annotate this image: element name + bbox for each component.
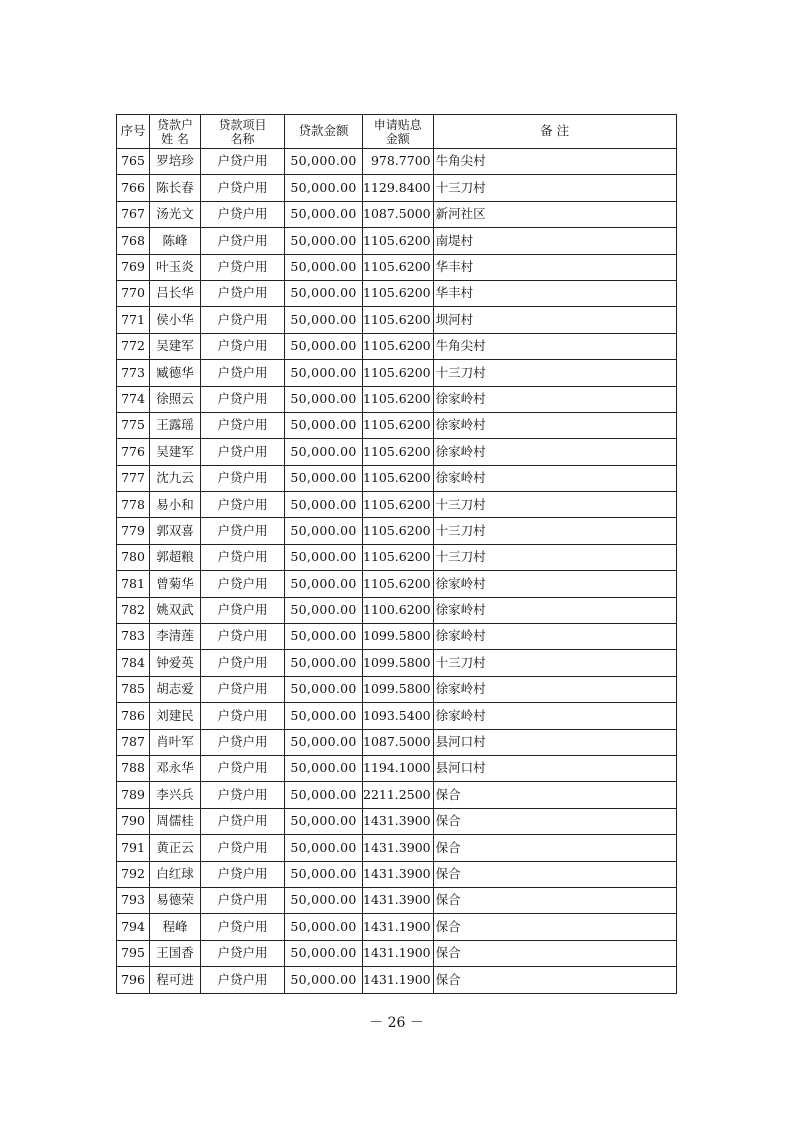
cell-name: 黄正云 bbox=[150, 835, 201, 861]
cell-subsidy: 1431.3900 bbox=[363, 808, 434, 834]
cell-name: 罗培珍 bbox=[150, 149, 201, 175]
cell-project: 户贷户用 bbox=[201, 386, 285, 412]
cell-name: 刘建民 bbox=[150, 703, 201, 729]
cell-note: 十三刀村 bbox=[433, 650, 676, 676]
header-borrower-line2: 姓 名 bbox=[161, 131, 189, 146]
cell-seq: 769 bbox=[117, 254, 150, 280]
cell-seq: 767 bbox=[117, 201, 150, 227]
cell-subsidy: 1105.6200 bbox=[363, 571, 434, 597]
cell-project: 户贷户用 bbox=[201, 228, 285, 254]
table-row bbox=[117, 492, 677, 518]
cell-amount: 50,000.00 bbox=[285, 228, 363, 254]
table-row bbox=[117, 307, 677, 333]
cell-seq: 772 bbox=[117, 333, 150, 359]
cell-project: 户贷户用 bbox=[201, 808, 285, 834]
cell-project: 户贷户用 bbox=[201, 624, 285, 650]
cell-project: 户贷户用 bbox=[201, 201, 285, 227]
cell-seq: 771 bbox=[117, 307, 150, 333]
table-row bbox=[117, 940, 677, 966]
cell-seq: 785 bbox=[117, 676, 150, 702]
cell-project: 户贷户用 bbox=[201, 940, 285, 966]
cell-seq: 782 bbox=[117, 597, 150, 623]
header-project-line1: 贷款项目 bbox=[218, 117, 267, 132]
table-row bbox=[117, 228, 677, 254]
cell-seq: 776 bbox=[117, 439, 150, 465]
cell-note: 十三刀村 bbox=[433, 360, 676, 386]
cell-seq: 779 bbox=[117, 518, 150, 544]
cell-seq: 786 bbox=[117, 703, 150, 729]
cell-amount: 50,000.00 bbox=[285, 624, 363, 650]
cell-amount: 50,000.00 bbox=[285, 492, 363, 518]
table-row bbox=[117, 386, 677, 412]
cell-project: 户贷户用 bbox=[201, 861, 285, 887]
cell-name: 邓永华 bbox=[150, 755, 201, 781]
header-subsidy bbox=[363, 115, 434, 149]
cell-name: 臧德华 bbox=[150, 360, 201, 386]
cell-name: 钟爱英 bbox=[150, 650, 201, 676]
cell-seq: 793 bbox=[117, 887, 150, 913]
cell-note: 保合 bbox=[433, 887, 676, 913]
cell-subsidy: 1093.5400 bbox=[363, 703, 434, 729]
cell-subsidy: 1105.6200 bbox=[363, 544, 434, 570]
cell-name: 李兴兵 bbox=[150, 782, 201, 808]
table-row bbox=[117, 571, 677, 597]
cell-amount: 50,000.00 bbox=[285, 280, 363, 306]
cell-project: 户贷户用 bbox=[201, 254, 285, 280]
cell-seq: 784 bbox=[117, 650, 150, 676]
cell-name: 肖叶军 bbox=[150, 729, 201, 755]
cell-name: 王国香 bbox=[150, 940, 201, 966]
cell-amount: 50,000.00 bbox=[285, 703, 363, 729]
cell-note: 保合 bbox=[433, 914, 676, 940]
cell-subsidy: 1105.6200 bbox=[363, 307, 434, 333]
loan-subsidy-table-container bbox=[116, 114, 677, 994]
cell-subsidy: 1100.6200 bbox=[363, 597, 434, 623]
cell-subsidy: 1099.5800 bbox=[363, 650, 434, 676]
cell-note: 保合 bbox=[433, 861, 676, 887]
cell-seq: 783 bbox=[117, 624, 150, 650]
cell-subsidy: 1099.5800 bbox=[363, 676, 434, 702]
page-number: － 26 － bbox=[369, 1015, 424, 1031]
cell-name: 白红球 bbox=[150, 861, 201, 887]
cell-seq: 791 bbox=[117, 835, 150, 861]
cell-amount: 50,000.00 bbox=[285, 967, 363, 993]
cell-note: 十三刀村 bbox=[433, 544, 676, 570]
cell-amount: 50,000.00 bbox=[285, 729, 363, 755]
cell-note: 徐家岭村 bbox=[433, 676, 676, 702]
cell-project: 户贷户用 bbox=[201, 782, 285, 808]
cell-subsidy: 1105.6200 bbox=[363, 280, 434, 306]
cell-note: 徐家岭村 bbox=[433, 597, 676, 623]
cell-amount: 50,000.00 bbox=[285, 914, 363, 940]
cell-seq: 792 bbox=[117, 861, 150, 887]
table-row bbox=[117, 439, 677, 465]
cell-amount: 50,000.00 bbox=[285, 412, 363, 438]
table-row bbox=[117, 544, 677, 570]
table-row bbox=[117, 624, 677, 650]
table-row bbox=[117, 914, 677, 940]
table-row bbox=[117, 280, 677, 306]
header-seq: 序号 bbox=[117, 115, 150, 149]
header-project bbox=[201, 115, 285, 149]
table-row bbox=[117, 755, 677, 781]
table-body bbox=[117, 149, 677, 994]
cell-note: 新河社区 bbox=[433, 201, 676, 227]
cell-amount: 50,000.00 bbox=[285, 940, 363, 966]
table-header-row bbox=[117, 115, 677, 149]
cell-seq: 787 bbox=[117, 729, 150, 755]
cell-subsidy: 1431.1900 bbox=[363, 967, 434, 993]
table-row bbox=[117, 967, 677, 993]
cell-name: 郭超粮 bbox=[150, 544, 201, 570]
cell-amount: 50,000.00 bbox=[285, 676, 363, 702]
cell-name: 程可进 bbox=[150, 967, 201, 993]
cell-name: 周儒桂 bbox=[150, 808, 201, 834]
table-row bbox=[117, 175, 677, 201]
cell-note: 徐家岭村 bbox=[433, 703, 676, 729]
cell-subsidy: 1105.6200 bbox=[363, 412, 434, 438]
header-subsidy-line1: 申请贴息 bbox=[373, 117, 422, 132]
cell-project: 户贷户用 bbox=[201, 755, 285, 781]
cell-subsidy: 1105.6200 bbox=[363, 254, 434, 280]
cell-note: 徐家岭村 bbox=[433, 624, 676, 650]
cell-seq: 790 bbox=[117, 808, 150, 834]
cell-name: 郭双喜 bbox=[150, 518, 201, 544]
cell-amount: 50,000.00 bbox=[285, 835, 363, 861]
cell-subsidy: 1105.6200 bbox=[363, 360, 434, 386]
cell-subsidy: 1431.1900 bbox=[363, 914, 434, 940]
cell-amount: 50,000.00 bbox=[285, 175, 363, 201]
cell-seq: 774 bbox=[117, 386, 150, 412]
cell-project: 户贷户用 bbox=[201, 175, 285, 201]
table-row bbox=[117, 360, 677, 386]
table-row bbox=[117, 201, 677, 227]
cell-amount: 50,000.00 bbox=[285, 861, 363, 887]
cell-note: 华丰村 bbox=[433, 280, 676, 306]
cell-project: 户贷户用 bbox=[201, 729, 285, 755]
table-row bbox=[117, 650, 677, 676]
header-borrower bbox=[150, 115, 201, 149]
cell-amount: 50,000.00 bbox=[285, 360, 363, 386]
cell-name: 陈峰 bbox=[150, 228, 201, 254]
cell-amount: 50,000.00 bbox=[285, 149, 363, 175]
table-row bbox=[117, 149, 677, 175]
cell-amount: 50,000.00 bbox=[285, 755, 363, 781]
cell-name: 易德荣 bbox=[150, 887, 201, 913]
cell-note: 徐家岭村 bbox=[433, 412, 676, 438]
loan-subsidy-table bbox=[116, 114, 677, 994]
table-row bbox=[117, 412, 677, 438]
cell-amount: 50,000.00 bbox=[285, 307, 363, 333]
cell-seq: 775 bbox=[117, 412, 150, 438]
cell-name: 汤光文 bbox=[150, 201, 201, 227]
cell-subsidy: 1431.3900 bbox=[363, 887, 434, 913]
cell-subsidy: 2211.2500 bbox=[363, 782, 434, 808]
cell-name: 徐照云 bbox=[150, 386, 201, 412]
cell-amount: 50,000.00 bbox=[285, 782, 363, 808]
cell-project: 户贷户用 bbox=[201, 518, 285, 544]
cell-subsidy: 1099.5800 bbox=[363, 624, 434, 650]
cell-note: 华丰村 bbox=[433, 254, 676, 280]
cell-name: 吴建军 bbox=[150, 333, 201, 359]
table-row bbox=[117, 254, 677, 280]
cell-amount: 50,000.00 bbox=[285, 650, 363, 676]
cell-subsidy: 1431.3900 bbox=[363, 861, 434, 887]
table-row bbox=[117, 782, 677, 808]
cell-subsidy: 978.7700 bbox=[363, 149, 434, 175]
cell-seq: 770 bbox=[117, 280, 150, 306]
table-row bbox=[117, 729, 677, 755]
cell-name: 曾菊华 bbox=[150, 571, 201, 597]
cell-subsidy: 1105.6200 bbox=[363, 465, 434, 491]
cell-note: 保合 bbox=[433, 808, 676, 834]
cell-seq: 778 bbox=[117, 492, 150, 518]
cell-amount: 50,000.00 bbox=[285, 386, 363, 412]
cell-project: 户贷户用 bbox=[201, 149, 285, 175]
cell-seq: 768 bbox=[117, 228, 150, 254]
cell-note: 牛角尖村 bbox=[433, 149, 676, 175]
table-row bbox=[117, 703, 677, 729]
cell-seq: 766 bbox=[117, 175, 150, 201]
cell-seq: 788 bbox=[117, 755, 150, 781]
cell-subsidy: 1129.8400 bbox=[363, 175, 434, 201]
table-row bbox=[117, 465, 677, 491]
cell-project: 户贷户用 bbox=[201, 333, 285, 359]
cell-name: 侯小华 bbox=[150, 307, 201, 333]
cell-subsidy: 1105.6200 bbox=[363, 518, 434, 544]
cell-note: 县河口村 bbox=[433, 755, 676, 781]
table-row bbox=[117, 518, 677, 544]
cell-name: 李清莲 bbox=[150, 624, 201, 650]
cell-name: 王露瑶 bbox=[150, 412, 201, 438]
cell-seq: 765 bbox=[117, 149, 150, 175]
cell-project: 户贷户用 bbox=[201, 360, 285, 386]
cell-name: 沈九云 bbox=[150, 465, 201, 491]
cell-project: 户贷户用 bbox=[201, 703, 285, 729]
cell-seq: 789 bbox=[117, 782, 150, 808]
cell-note: 十三刀村 bbox=[433, 518, 676, 544]
table-row bbox=[117, 676, 677, 702]
cell-seq: 780 bbox=[117, 544, 150, 570]
cell-subsidy: 1105.6200 bbox=[363, 492, 434, 518]
cell-note: 徐家岭村 bbox=[433, 386, 676, 412]
cell-note: 十三刀村 bbox=[433, 175, 676, 201]
cell-name: 吕长华 bbox=[150, 280, 201, 306]
cell-project: 户贷户用 bbox=[201, 492, 285, 518]
cell-project: 户贷户用 bbox=[201, 280, 285, 306]
cell-amount: 50,000.00 bbox=[285, 254, 363, 280]
cell-amount: 50,000.00 bbox=[285, 201, 363, 227]
cell-name: 陈长春 bbox=[150, 175, 201, 201]
cell-seq: 773 bbox=[117, 360, 150, 386]
cell-note: 南堤村 bbox=[433, 228, 676, 254]
cell-subsidy: 1087.5000 bbox=[363, 201, 434, 227]
cell-project: 户贷户用 bbox=[201, 914, 285, 940]
cell-note: 徐家岭村 bbox=[433, 465, 676, 491]
cell-subsidy: 1105.6200 bbox=[363, 333, 434, 359]
cell-project: 户贷户用 bbox=[201, 676, 285, 702]
cell-amount: 50,000.00 bbox=[285, 808, 363, 834]
cell-note: 保合 bbox=[433, 967, 676, 993]
cell-note: 徐家岭村 bbox=[433, 439, 676, 465]
table-row bbox=[117, 597, 677, 623]
cell-project: 户贷户用 bbox=[201, 544, 285, 570]
table-row bbox=[117, 333, 677, 359]
cell-amount: 50,000.00 bbox=[285, 887, 363, 913]
table-row bbox=[117, 808, 677, 834]
cell-project: 户贷户用 bbox=[201, 835, 285, 861]
cell-amount: 50,000.00 bbox=[285, 333, 363, 359]
cell-note: 十三刀村 bbox=[433, 492, 676, 518]
cell-note: 坝河村 bbox=[433, 307, 676, 333]
table-row bbox=[117, 861, 677, 887]
cell-note: 保合 bbox=[433, 782, 676, 808]
cell-subsidy: 1105.6200 bbox=[363, 439, 434, 465]
cell-seq: 796 bbox=[117, 967, 150, 993]
header-project-line2: 名称 bbox=[230, 131, 255, 146]
cell-amount: 50,000.00 bbox=[285, 465, 363, 491]
cell-note: 保合 bbox=[433, 835, 676, 861]
cell-name: 吴建军 bbox=[150, 439, 201, 465]
cell-project: 户贷户用 bbox=[201, 967, 285, 993]
cell-amount: 50,000.00 bbox=[285, 518, 363, 544]
cell-project: 户贷户用 bbox=[201, 439, 285, 465]
cell-name: 程峰 bbox=[150, 914, 201, 940]
cell-project: 户贷户用 bbox=[201, 307, 285, 333]
cell-seq: 777 bbox=[117, 465, 150, 491]
cell-subsidy: 1431.1900 bbox=[363, 940, 434, 966]
cell-subsidy: 1105.6200 bbox=[363, 228, 434, 254]
cell-name: 叶玉炎 bbox=[150, 254, 201, 280]
cell-subsidy: 1105.6200 bbox=[363, 386, 434, 412]
cell-seq: 781 bbox=[117, 571, 150, 597]
cell-seq: 795 bbox=[117, 940, 150, 966]
cell-subsidy: 1431.3900 bbox=[363, 835, 434, 861]
header-amount: 贷款金额 bbox=[285, 115, 363, 149]
cell-name: 姚双武 bbox=[150, 597, 201, 623]
table-row bbox=[117, 887, 677, 913]
cell-seq: 794 bbox=[117, 914, 150, 940]
cell-note: 牛角尖村 bbox=[433, 333, 676, 359]
cell-amount: 50,000.00 bbox=[285, 544, 363, 570]
cell-name: 胡志爱 bbox=[150, 676, 201, 702]
cell-note: 徐家岭村 bbox=[433, 571, 676, 597]
cell-subsidy: 1087.5000 bbox=[363, 729, 434, 755]
cell-note: 保合 bbox=[433, 940, 676, 966]
cell-project: 户贷户用 bbox=[201, 465, 285, 491]
cell-amount: 50,000.00 bbox=[285, 571, 363, 597]
cell-amount: 50,000.00 bbox=[285, 439, 363, 465]
cell-name: 易小和 bbox=[150, 492, 201, 518]
cell-amount: 50,000.00 bbox=[285, 597, 363, 623]
cell-project: 户贷户用 bbox=[201, 571, 285, 597]
cell-project: 户贷户用 bbox=[201, 412, 285, 438]
header-borrower-line1: 贷款户 bbox=[156, 117, 193, 132]
cell-subsidy: 1194.1000 bbox=[363, 755, 434, 781]
header-note: 备 注 bbox=[433, 115, 676, 149]
cell-project: 户贷户用 bbox=[201, 887, 285, 913]
table-row bbox=[117, 835, 677, 861]
cell-note: 县河口村 bbox=[433, 729, 676, 755]
cell-project: 户贷户用 bbox=[201, 650, 285, 676]
cell-project: 户贷户用 bbox=[201, 597, 285, 623]
header-subsidy-line2: 金额 bbox=[385, 131, 410, 146]
